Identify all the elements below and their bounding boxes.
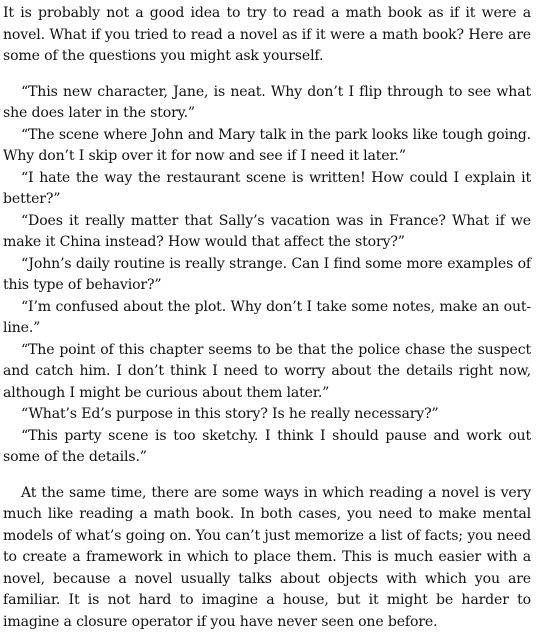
quote-party-scene: “This party scene is too sketchy. I think I should pause and work out some of the details.” — [3, 426, 531, 469]
quote-plot-outline: “I’m confused about the plot. Why don’t I take some notes, make an out-line.” — [3, 297, 531, 340]
quote-restaurant-scene: “I hate the way the restaurant scene is written! How could I explain it better?” — [3, 168, 531, 211]
quote-jane: “This new character, Jane, is neat. Why don’t I flip through to see what she does later in the story.” — [3, 82, 531, 125]
quote-list — [3, 82, 531, 469]
quote-sally-vacation: “Does it really matter that Sally’s vacation was in France? What if we make it China instead? How would that affect the story?” — [3, 211, 531, 254]
closing-paragraph: At the same time, there are some ways in which reading a novel is very much like reading a math book. In both cases, you need to make mental models of what’s going on. You can’t just memorize a list of facts; you need to create a framework in which to place them. This is much easier with a novel, because a novel usually talks about objects with which you are familiar. It is not hard to imagine a house, but it might be harder to imagine a closure operator if you have never seen one before. — [3, 483, 531, 633]
quote-john-routine: “John’s daily routine is really strange. Can I find some more examples of this type of behavior?” — [3, 254, 531, 297]
paragraph-gap — [3, 68, 531, 82]
document-page — [3, 3, 531, 633]
paragraph-gap — [3, 469, 531, 483]
quote-park-scene: “The scene where John and Mary talk in the park looks like tough going. Why don’t I skip over it for now and see if I need it later.” — [3, 125, 531, 168]
quote-chapter-point: “The point of this chapter seems to be that the police chase the suspect and catch him. I don’t think I need to worry about the details right now, although I might be curious about them later.” — [3, 340, 531, 405]
intro-paragraph: It is probably not a good idea to try to read a math book as if it were a novel. What if you tried to read a novel as if it were a math book? Here are some of the questions you might ask yourself. — [3, 3, 531, 68]
quote-ed-purpose: “What’s Ed’s purpose in this story? Is he really necessary?” — [3, 404, 531, 426]
